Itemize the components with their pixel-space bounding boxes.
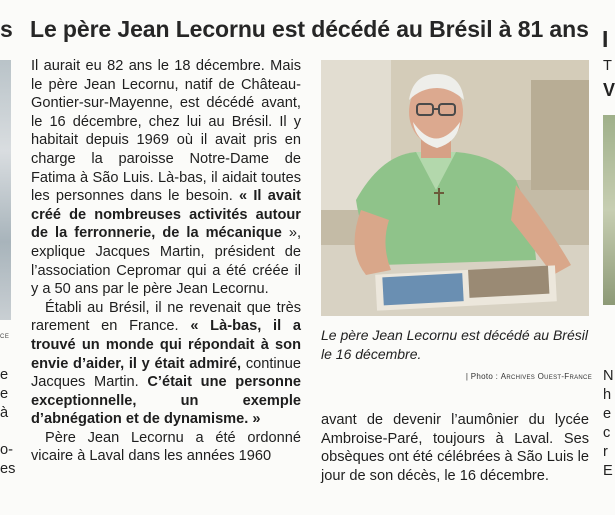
right-article-text-fragment: E (603, 463, 613, 479)
quote-1: « Il avait créé de nombreuses activités autour de la ferronnerie, de la mécanique (31, 188, 301, 242)
right-article-text-fragment: e (603, 406, 612, 422)
left-article-credit-fragment: CE (0, 334, 10, 340)
paragraph-1-attribution: », explique Jacques Martin, président de l’association Cepromar qui a été créée il y a 50 ans par le père Jean Lecornu. (31, 225, 301, 298)
right-article-text-fragment: N (603, 368, 614, 384)
quote-2: « Là-bas, il a trouvé un monde qui répondait à son envie d’aider, il y était admiré, (31, 318, 301, 372)
article-headline: Le père Jean Lecornu est décédé au Brésil à 81 ans (30, 16, 589, 42)
photo-credit-source: Archives Ouest-France (500, 372, 592, 381)
photo-credit-prefix: | Photo : (465, 372, 501, 381)
photo-caption: Le père Jean Lecornu est décédé au Brésil le 16 décembre. (321, 327, 588, 362)
article-photo (321, 60, 589, 316)
right-article-headline-fragment: I (602, 26, 609, 52)
left-article-text-fragment: à (0, 405, 9, 421)
paragraph-2-text: Établi au Brésil, il ne revenait que très rarement en France. (31, 299, 301, 335)
left-article-text-fragment: o- (0, 442, 13, 458)
photo-credit (321, 372, 592, 381)
left-article-text-fragment: es (0, 461, 16, 477)
left-article-text-fragment: e (0, 386, 9, 402)
paragraph-1 (31, 57, 301, 299)
paragraph-2-attribution: continue Jacques Martin. (31, 355, 301, 391)
left-article-photo-fragment (0, 60, 11, 320)
left-article-text-fragment: e (0, 367, 9, 383)
right-article-photo-fragment (603, 115, 615, 305)
article-body-column-1 (31, 57, 301, 466)
right-article-text-fragment: T (603, 58, 612, 74)
right-article-text-fragment: r (603, 444, 608, 460)
paragraph-1-text: Il aurait eu 82 ans le 18 décembre. Mais le père Jean Lecornu, natif de Château-Gontier-sur-Mayenne, est décédé avant, le 16 décembre, chez lui au Brésil. Il y habitait depuis 1969 où il avait pris en charge la paroisse Notre-Dame de Fatima à São Luis. Là-bas, il aidait toutes les personnes dans le besoin. (31, 58, 301, 205)
right-article-text-fragment: h (603, 387, 612, 403)
right-article-text-fragment: c (603, 425, 611, 441)
paragraph-2 (31, 299, 301, 429)
portrait-illustration (321, 60, 589, 316)
article-body-column-2 (321, 411, 589, 485)
quote-3: C’était une personne exceptionnelle, un exemple d’abnégation et de dynamisme. » (31, 374, 301, 428)
right-article-text-fragment: V (603, 80, 615, 100)
paragraph-3-continued: avant de devenir l’aumônier du lycée Ambroise-Paré, toujours à Laval. Ses obsèques ont été célébrées à São Luis le jour de son décès, le 16 décembre. (321, 412, 589, 484)
paragraph-3: Père Jean Lecornu a été ordonné vicaire à Laval dans les années 1960 (31, 429, 301, 465)
left-article-headline-fragment: s (0, 16, 13, 42)
